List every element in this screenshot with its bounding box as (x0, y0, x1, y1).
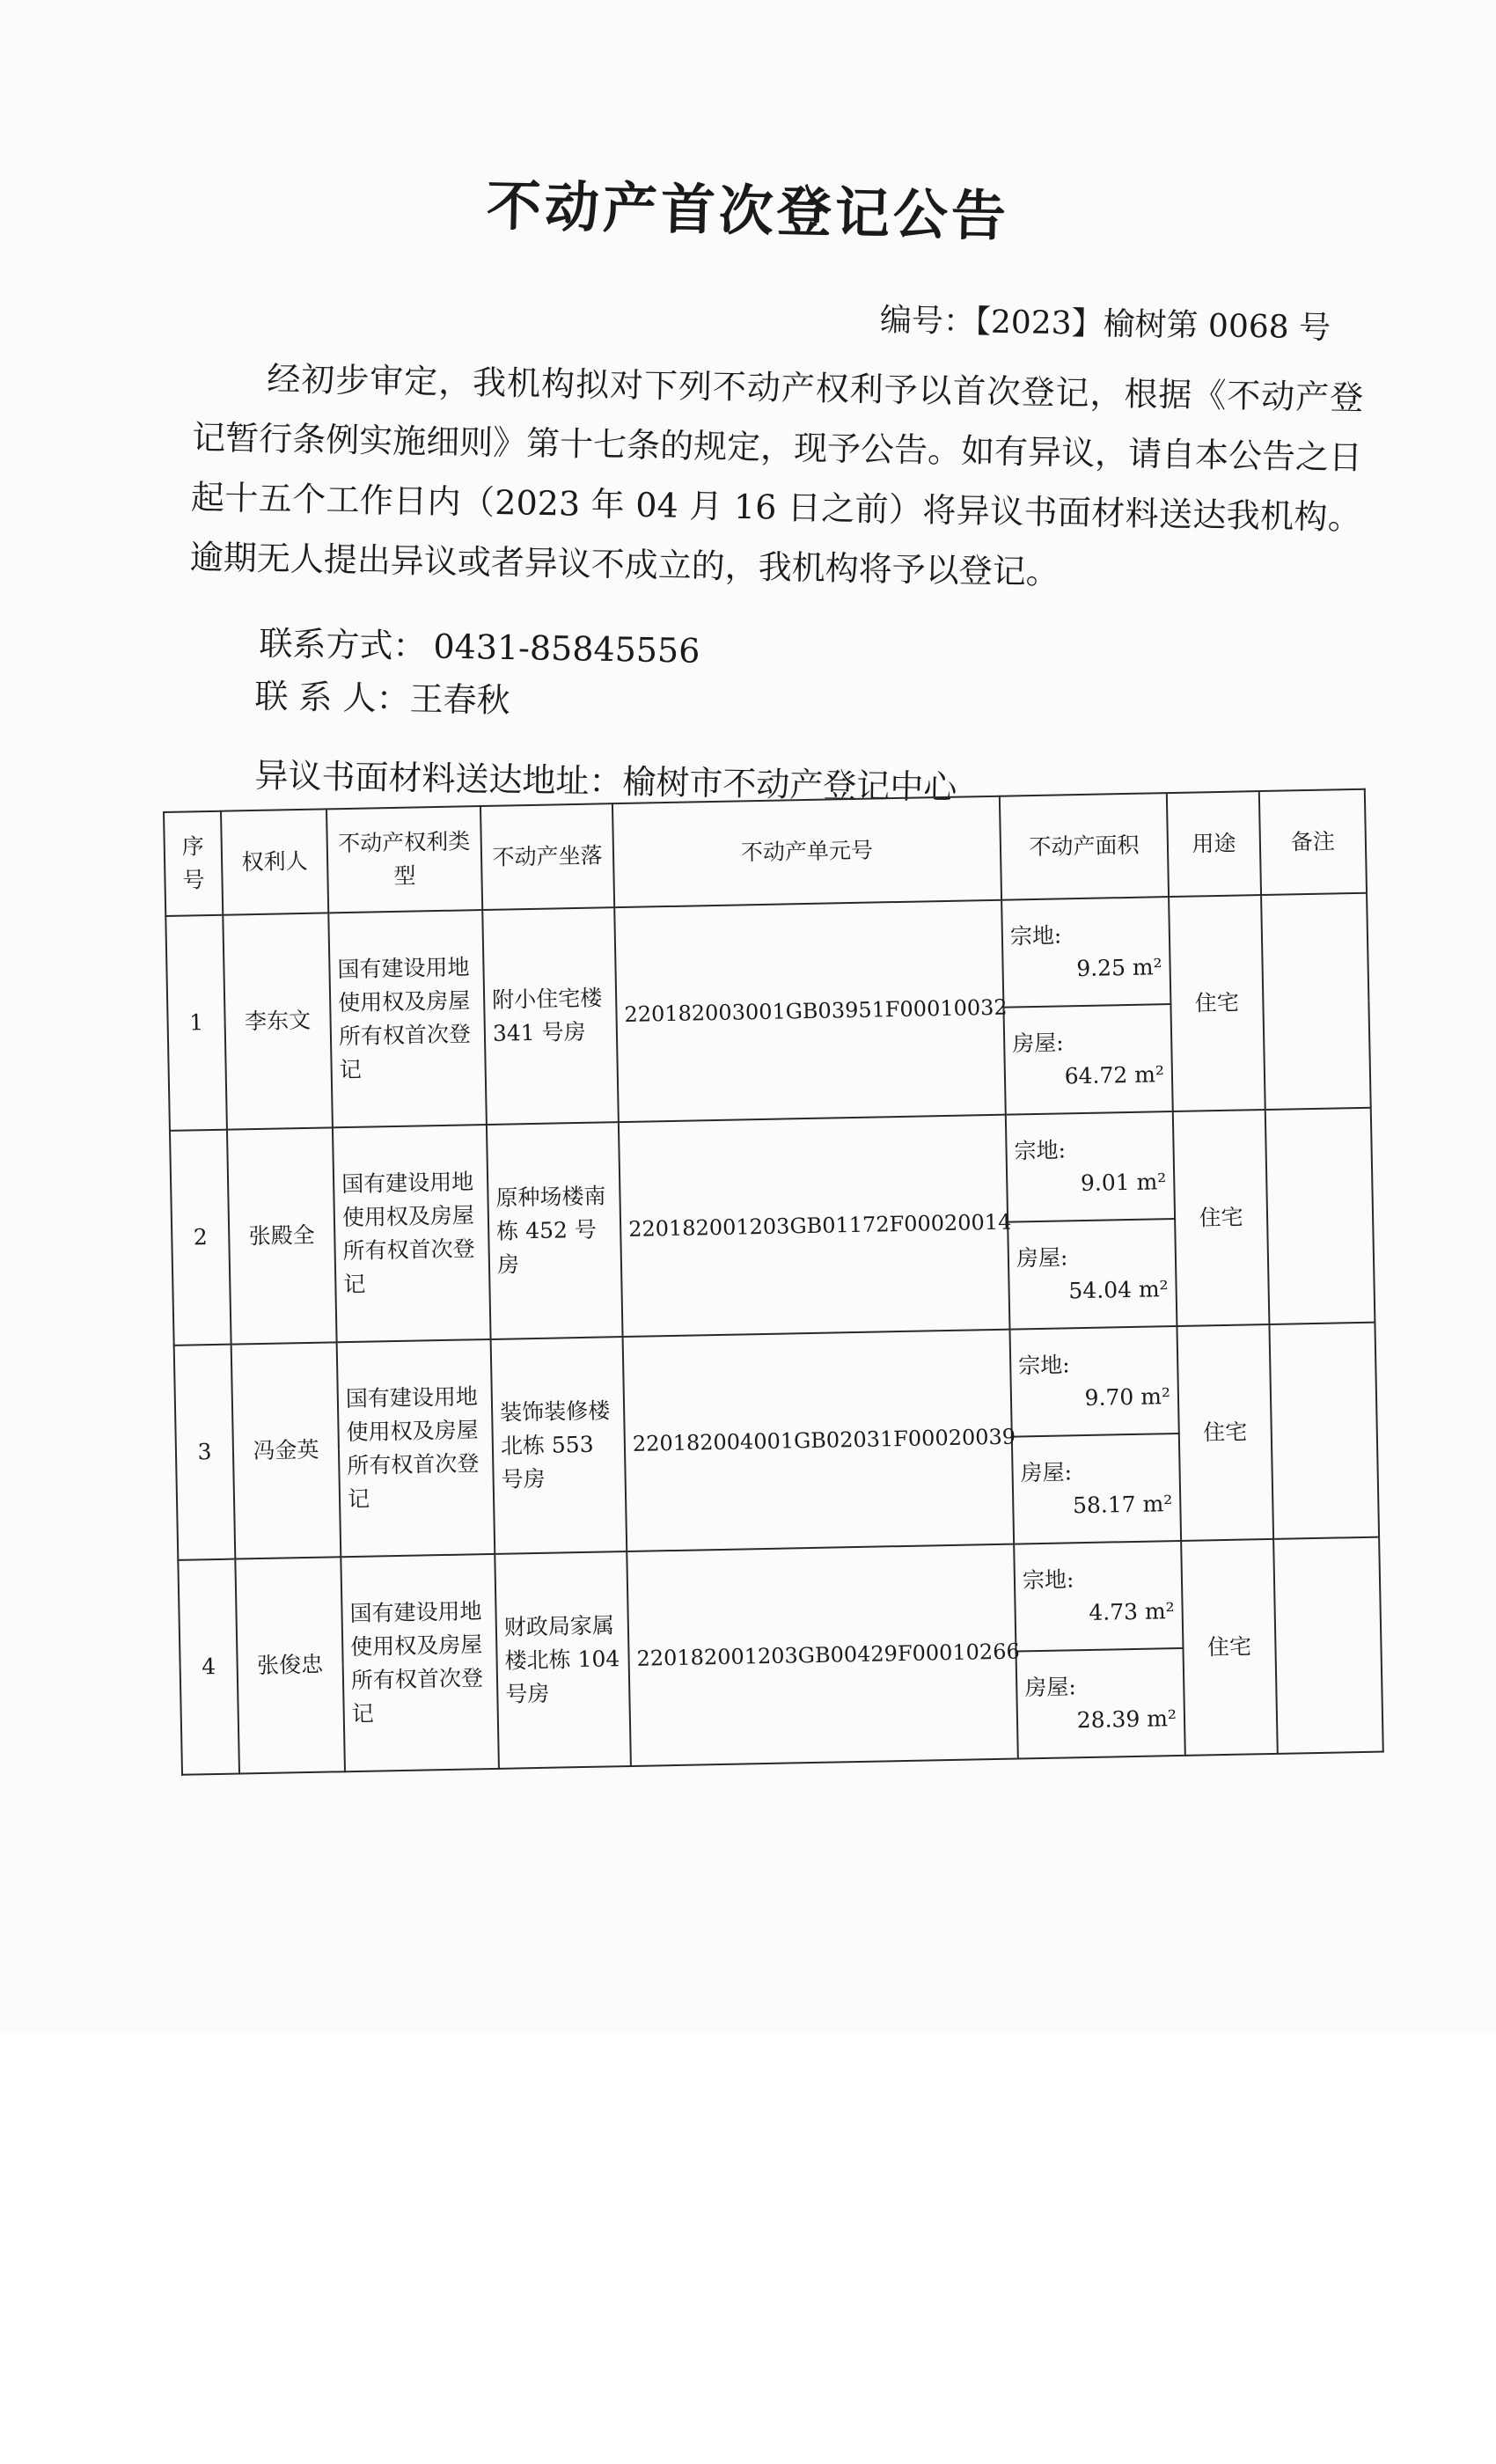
row-location: 装饰装修楼北栋 553 号房 (491, 1337, 627, 1554)
contact-phone: 0431-85845556 (433, 627, 700, 671)
row-usage: 住宅 (1169, 895, 1265, 1111)
row-unit-no: 220182001203GB01172F00020014 (619, 1115, 1010, 1337)
row-right-type: 国有建设用地使用权及房屋所有权首次登记 (341, 1554, 499, 1771)
header-remark: 备注 (1259, 789, 1367, 895)
house-area-label: 房屋: (1011, 1030, 1064, 1057)
land-area-value: 9.01 m² (1080, 1169, 1167, 1197)
house-area-label: 房屋: (1024, 1674, 1077, 1701)
row-no: 2 (170, 1130, 231, 1346)
land-area-value: 9.70 m² (1084, 1383, 1171, 1412)
header-usage: 用途 (1167, 791, 1261, 897)
row-land-area (1009, 1326, 1178, 1437)
header-right-type: 不动产权利类型 (326, 806, 482, 913)
row-holder: 冯金英 (231, 1342, 341, 1558)
contact-person-name: 王春秋 (409, 679, 510, 721)
objection-address-value: 榆树市不动产登记中心 (622, 762, 957, 807)
document-number: 编号：【2023】榆树第 0068 号 (879, 302, 1331, 347)
row-right-type: 国有建设用地使用权及房屋所有权首次登记 (328, 910, 487, 1127)
header-holder: 权利人 (221, 809, 328, 914)
row-location: 原种场楼南栋 452 号房 (487, 1122, 623, 1339)
header-no: 序号 (164, 811, 223, 916)
row-remark (1265, 1108, 1375, 1324)
header-area: 不动产面积 (1000, 793, 1169, 900)
document-title: 不动产首次登记公告 (486, 172, 1010, 249)
row-right-type: 国有建设用地使用权及房屋所有权首次登记 (337, 1339, 495, 1557)
row-land-area (1014, 1541, 1183, 1652)
registration-table-wrapper (163, 788, 1382, 1776)
table-row (174, 1323, 1377, 1453)
row-house-area (1016, 1648, 1185, 1759)
land-area-label: 宗地: (1009, 922, 1062, 950)
land-area-label: 宗地: (1017, 1352, 1070, 1379)
row-unit-no: 220182004001GB02031F00020039 (623, 1330, 1015, 1551)
house-area-label: 房屋: (1020, 1459, 1073, 1486)
table-row (165, 893, 1368, 1023)
row-remark (1261, 893, 1371, 1110)
row-no: 1 (165, 915, 227, 1131)
land-area-label: 宗地: (1022, 1566, 1074, 1594)
table-row (178, 1537, 1381, 1668)
land-area-value: 9.25 m² (1075, 954, 1162, 982)
row-remark (1269, 1323, 1379, 1539)
row-usage: 住宅 (1173, 1110, 1270, 1326)
row-house-area (1012, 1434, 1181, 1544)
notice-paragraph: 经初步审定，我机构拟对下列不动产权利予以首次登记，根据《不动产登记暂行条例实施细则》第十七条的规定，现予公告。如有异议，请自本公告之日起十五个工作日内（2023 年 04 月 16 日之前）将异议书面材料送达我机构。逾期无人提出异议或者异议不成立的，我机构将予以登记。 (189, 359, 1364, 592)
objection-address-label: 异议书面材料送达地址： (254, 755, 623, 802)
row-holder: 张俊忠 (235, 1557, 345, 1773)
house-area-value: 58.17 m² (1072, 1491, 1173, 1519)
header-unit-no: 不动产单元号 (612, 796, 1001, 907)
house-area-value: 64.72 m² (1064, 1061, 1165, 1089)
row-house-area (1003, 1004, 1172, 1115)
row-holder: 李东文 (223, 913, 333, 1129)
contact-person-line (254, 669, 510, 722)
registration-table (163, 788, 1384, 1776)
row-location: 附小住宅楼 341 号房 (482, 907, 619, 1125)
row-no: 4 (178, 1559, 239, 1775)
table-row (170, 1108, 1373, 1238)
row-right-type: 国有建设用地使用权及房屋所有权首次登记 (333, 1125, 491, 1342)
house-area-value: 28.39 m² (1076, 1705, 1177, 1734)
contact-label: 联系方式： (259, 623, 427, 666)
row-remark (1273, 1537, 1383, 1754)
row-land-area (1001, 897, 1170, 1008)
row-unit-no: 220182003001GB03951F00010032 (614, 900, 1006, 1122)
land-area-value: 4.73 m² (1089, 1598, 1175, 1625)
row-house-area (1008, 1219, 1177, 1330)
row-usage: 住宅 (1181, 1539, 1278, 1756)
header-location: 不动产坐落 (480, 803, 614, 910)
row-unit-no: 220182001203GB00429F00010266 (627, 1544, 1018, 1766)
row-holder: 张殿全 (227, 1127, 337, 1344)
house-area-label: 房屋: (1016, 1244, 1068, 1272)
row-usage: 住宅 (1177, 1324, 1273, 1541)
row-no: 3 (174, 1345, 236, 1560)
row-land-area (1006, 1111, 1175, 1222)
contact-person-label: 联 系 人： (254, 676, 410, 719)
contact-line (259, 616, 700, 672)
house-area-value: 54.04 m² (1068, 1276, 1169, 1304)
row-location: 财政局家属楼北栋 104 号房 (495, 1551, 631, 1769)
land-area-label: 宗地: (1014, 1137, 1067, 1164)
